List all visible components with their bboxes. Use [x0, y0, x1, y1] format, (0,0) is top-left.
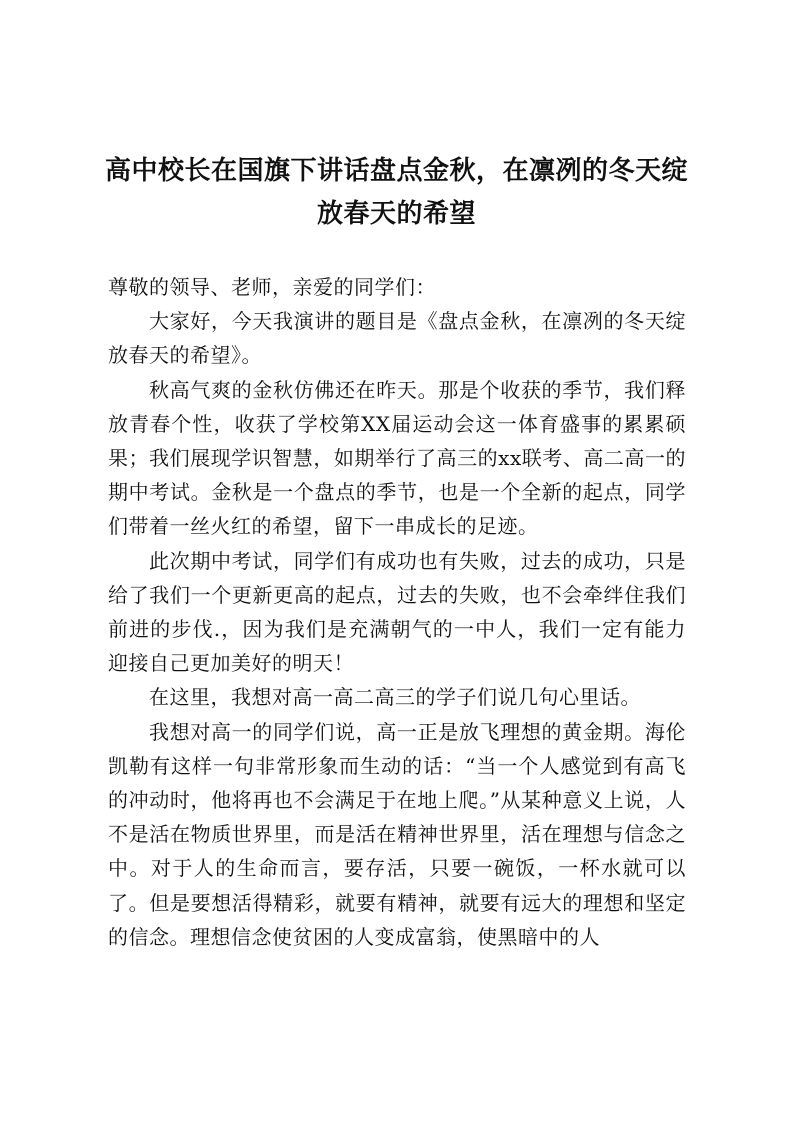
document-body — [108, 270, 686, 954]
paragraph-4: 在这里，我想对高一高二高三的学子们说几句心里话。 — [149, 685, 641, 710]
paragraph-5: 我想对高一的同学们说，高一正是放飞理想的黄金期。海伦凯勒有这样一句非常形象而生动的话：“当一个人感觉到有高飞的冲动时，他将再也不会满足于在地上爬。”从某种意义上说，人不是活在物质世界里，而是活在精神世界里，活在理想与信念之中。对于人的生命而言，要存活，只要一碗饭，一杯水就可以了。但是要想活得精彩，就要有精神，就要有远大的理想和坚定的信念。理想信念使贫困的人变成富翁，使黑暗中的人 — [108, 719, 686, 949]
paragraph-3: 此次期中考试，同学们有成功也有失败，过去的成功，只是给了我们一个更新更高的起点，过去的失败，也不会牵绊住我们前进的步伐.，因为我们是充满朝气的一中人，我们一定有能力迎接自己更加美好的明天！ — [108, 548, 686, 676]
paragraph-2: 秋高气爽的金秋仿佛还在昨天。那是个收获的季节，我们释放青春个性，收获了学校第XX届运动会这一体育盛事的累累硕果；我们展现学识智慧，如期举行了高三的xx联考、高二高一的期中考试。金秋是一个盘点的季节，也是一个全新的起点，同学们带着一丝火红的希望，留下一串成长的足迹。 — [108, 377, 686, 539]
paragraph-1: 大家好，今天我演讲的题目是《盘点金秋，在凛冽的冬天绽放春天的希望》。 — [108, 309, 686, 368]
greeting: 尊敬的领导、老师，亲爱的同学们： — [108, 275, 436, 299]
document-title: 高中校长在国旗下讲话盘点金秋，在凛冽的冬天绽放春天的希望 — [104, 156, 688, 229]
